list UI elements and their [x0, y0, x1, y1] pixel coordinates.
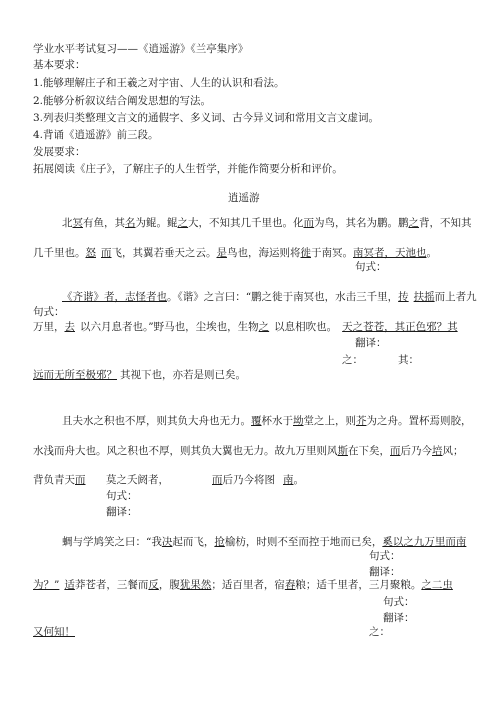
p3-line-3: [33, 475, 86, 486]
annotated-word: 扶摇: [413, 291, 435, 303]
p4-word-note-zhi: 之：: [369, 626, 390, 638]
text-segment: 鸟也，海运则将: [227, 247, 301, 259]
p4-translation-note-1: 翻译：: [369, 566, 401, 578]
text-segment: 于南冥。: [311, 247, 353, 259]
annotated-word: 抢: [214, 536, 225, 548]
annotated-word: 之: [408, 217, 419, 229]
text-segment: 。: [293, 474, 304, 486]
text-segment: 而上者九: [434, 291, 477, 303]
text-segment: 堂之上，则: [303, 415, 356, 427]
annotated-phrase: 又何知！: [33, 626, 75, 638]
development-requirement-text: 拓展阅读《庄子》，了解庄子的人生哲学，并能作简要分析和评价。: [33, 163, 343, 175]
p4-sentence-pattern-note-2: 句式：: [383, 596, 415, 608]
requirement-item-2: 2.能够分析叙议结合阐发思想的写法。: [33, 95, 212, 107]
text-segment: 大，不知其几千里也。化: [188, 217, 304, 229]
annotated-phrase: 犹果然: [179, 579, 212, 591]
text-segment: 粮；适千里者，三月聚粮。: [295, 579, 422, 591]
text-segment: 为鸟，其名为鹏。鹏: [314, 217, 409, 229]
text-segment: 后乃今: [400, 445, 432, 457]
text-segment: 起而飞，: [172, 536, 215, 548]
p2-line-3: [33, 370, 246, 381]
text-segment: 风；: [442, 445, 464, 457]
annotated-phrase: 奚以之九万里而南: [382, 536, 467, 548]
annotated-word: 决: [161, 536, 173, 548]
text-segment: 背，不知其: [419, 217, 472, 229]
annotated-word: 舂: [284, 579, 296, 591]
text-segment: 后乃今将图: [222, 474, 275, 486]
p1-line-1: [62, 218, 472, 229]
text-segment: 为鲲。鲲: [135, 217, 178, 229]
text-segment: 蜩与学鸠笑之曰：“我: [62, 536, 162, 548]
p1-line-2: [33, 248, 437, 259]
text-segment: 。《谐》之言曰：“鹏之徙于南冥也，水击三千里，: [167, 291, 399, 303]
p2-sentence-pattern-note: 句式：: [33, 306, 65, 318]
text-segment: 在下矣，: [348, 445, 390, 457]
text-segment: 几千里也。: [33, 247, 86, 259]
annotated-word: 徙: [300, 247, 311, 259]
annotated-phrase: 天之苍苍，其正色邪？其: [342, 321, 458, 333]
basic-requirements-label: 基本要求：: [33, 59, 86, 71]
annotated-word: 名: [125, 217, 136, 229]
requirement-item-4: 4.背诵《逍遥游》前三段。: [33, 129, 159, 141]
annotated-word: 适: [64, 579, 75, 591]
text-segment: 万里，: [33, 321, 65, 333]
annotated-phrase: 之二虫: [421, 579, 453, 591]
annotated-word: 之: [177, 217, 188, 229]
requirement-item-3: 3.列表归类整理文言文的通假字、多义词、古今异义词和常用文言文虚词。: [33, 112, 380, 124]
annotated-word: 南: [283, 474, 294, 486]
text-segment: ；适百里者，宿: [211, 579, 285, 591]
p3-line-2: [33, 446, 464, 457]
annotated-word: 冥: [72, 217, 83, 229]
text-segment: 莽苍者，三餐而: [74, 579, 149, 591]
text-segment: 榆枋，时则不至而控于地而已矣，: [224, 536, 383, 548]
p3-sentence-pattern-note: 句式：: [106, 490, 138, 502]
annotated-word: 而: [390, 445, 401, 457]
annotated-word: 反: [148, 579, 159, 591]
p2-word-note-zhi: 之：: [342, 354, 363, 366]
annotated-word: 覆: [251, 415, 262, 427]
text-segment: 飞，其翼若垂天之云。: [111, 247, 217, 259]
annotated-phrase: 《齐谐》者，志怪者也: [62, 291, 167, 303]
essay-title: 逍遥游: [228, 192, 260, 204]
p2-line-2: [33, 322, 458, 333]
p2-line-1: [62, 292, 477, 303]
annotated-word: 而: [75, 474, 86, 486]
annotated-word: 而: [303, 217, 314, 229]
p2-word-note-qi: 其：: [398, 354, 419, 366]
text-segment: 以息相吹也。: [274, 321, 338, 333]
p4-translation-note-2: 翻译：: [383, 612, 415, 624]
text-segment: 其视下也，亦若是则已矣。: [120, 369, 246, 381]
annotated-word: 而: [101, 247, 112, 259]
annotated-word: 芥: [356, 415, 367, 427]
text-segment: 背负青天: [33, 474, 75, 486]
p4-line-3: [33, 627, 75, 638]
annotated-phrase: 南冥者，天池也: [353, 247, 427, 259]
text-segment: ，腹: [158, 579, 180, 591]
text-segment: 为之舟。置杯焉则胶，: [366, 415, 472, 427]
text-segment: 以六月息者也。”野马也，尘埃也，生物: [80, 321, 259, 333]
annotated-phrase: 远而无所至极邪？: [33, 369, 117, 381]
annotated-word: 是: [216, 247, 227, 259]
annotated-word: 抟: [398, 291, 409, 303]
p3-translation-note: 翻译：: [106, 506, 138, 518]
page-title: 学业水平考试复习——《逍遥游》《兰亭集序》: [33, 43, 249, 55]
text-segment: 水浅而舟大也。风之积也不厚，则其负大翼也无力。故九万里则风: [33, 445, 338, 457]
p4-sentence-pattern-note-1: 句式：: [369, 550, 401, 562]
text-segment: 。: [426, 247, 437, 259]
p4-line-2: [33, 580, 453, 591]
annotated-word: 坳: [293, 415, 304, 427]
annotated-word: 培: [432, 445, 443, 457]
annotated-word: 而: [212, 474, 223, 486]
requirement-item-1: 1.能够理解庄子和王羲之对宇宙、人生的认识和看法。: [33, 77, 285, 89]
p3-line-1: [62, 416, 472, 427]
annotated-word: 斯: [337, 445, 348, 457]
p3-line-3-end: [212, 475, 304, 486]
p2-translation-note: 翻译：: [355, 337, 387, 349]
text-segment: 杯水于: [261, 415, 293, 427]
annotated-word: 去: [64, 321, 75, 333]
annotated-phrase: 为？”: [33, 579, 60, 591]
development-requirements-label: 发展要求：: [33, 146, 86, 158]
p4-line-1: [62, 537, 466, 548]
p1-sentence-pattern-note: 句式：: [355, 261, 387, 273]
annotated-word: 怒: [85, 247, 96, 259]
text-segment: 且夫水之积也不厚，则其负大舟也无力。: [62, 415, 251, 427]
text-segment: 有鱼，其: [83, 217, 125, 229]
p3-line-3-middle: 莫之夭阏者，: [106, 474, 169, 486]
text-segment: 北: [62, 217, 73, 229]
annotated-word: 之: [258, 321, 270, 333]
